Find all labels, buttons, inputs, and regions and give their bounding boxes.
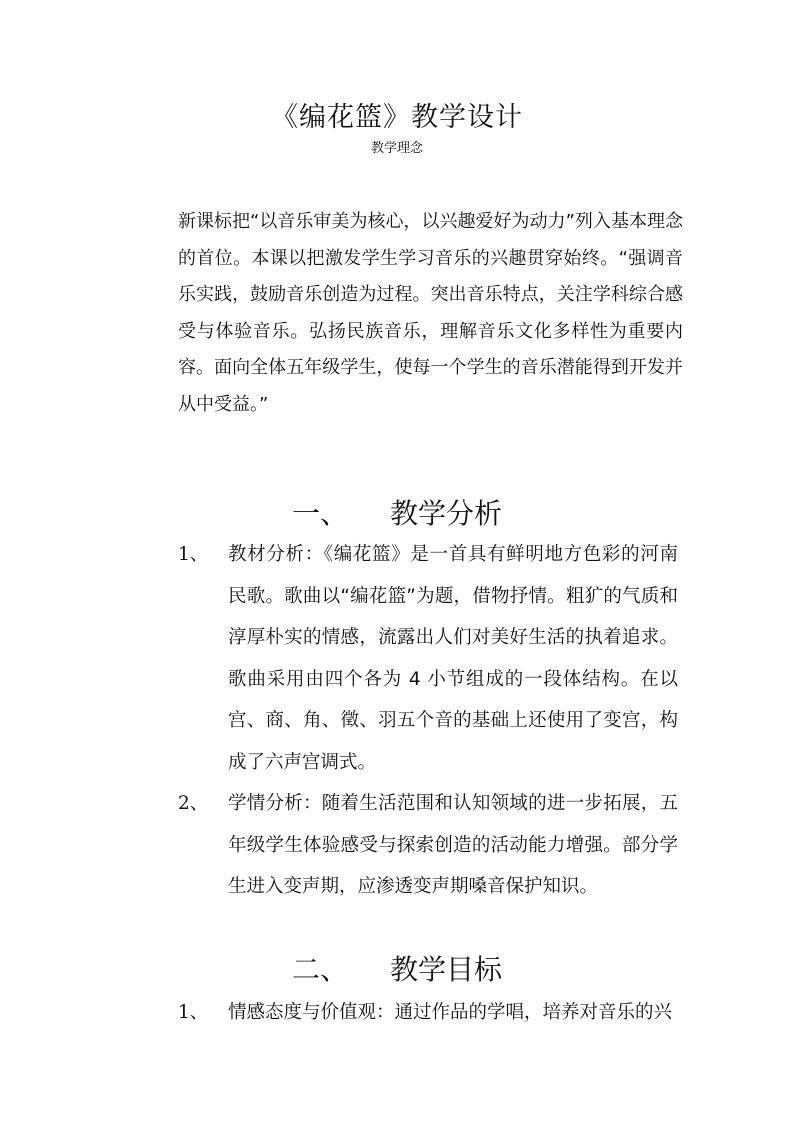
document-subtitle: 教学理念 [370,141,423,156]
section-title: 教学目标 [390,953,503,986]
intro-paragraph: 新课标把“以音乐审美为核心，以兴趣爱好为动力”列入基本理念的首位。本课以把激发学生学习音乐的兴趣贯穿始终。“强调音乐实践，鼓励音乐创造为过程。突出音乐特点，关注学科综合感受与体验音乐。弘扬民族音乐，理解音乐文化多样性为重要内容。面向全体五年级学生，使每一个学生的音乐潜能得到开发并从中受益。” [178,211,683,415]
objectives-list [178,992,678,1034]
document-title: 《编花篮》教学设计 [271,102,523,133]
list-item-text: 情感态度与价值观：通过作品的学唱，培养对音乐的兴 [228,1002,673,1023]
analysis-list [178,534,678,908]
list-marker: 1、 [178,1002,209,1023]
list-item-text: 学情分析：随着生活范围和认知领域的进一步拓展，五年级学生体验感受与探索创造的活动能力增强。部分学生进入变声期，应渗透变声期嗓音保护知识。 [228,793,678,897]
section-number: 二、 [291,953,348,986]
list-item [178,992,678,1034]
section-title: 教学分析 [390,497,503,530]
list-marker: 1、 [178,544,209,565]
list-marker: 2、 [178,793,209,814]
section-heading-analysis [0,494,794,534]
section-number: 一、 [291,497,348,530]
list-item-text: 教材分析：《编花篮》是一首具有鲜明地方色彩的河南民歌。歌曲以“编花篮”为题，借物抒情。粗犷的气质和淳厚朴实的情感，流露出人们对美好生活的执着追求。歌曲采用由四个各为 4 小节组成的一段体结构。在以宫、商、角、徵、羽五个音的基础上还使用了变宫，构成了六声宫调式。 [228,544,678,773]
list-item [178,534,678,783]
list-item [178,783,678,908]
section-heading-objectives [0,950,794,990]
